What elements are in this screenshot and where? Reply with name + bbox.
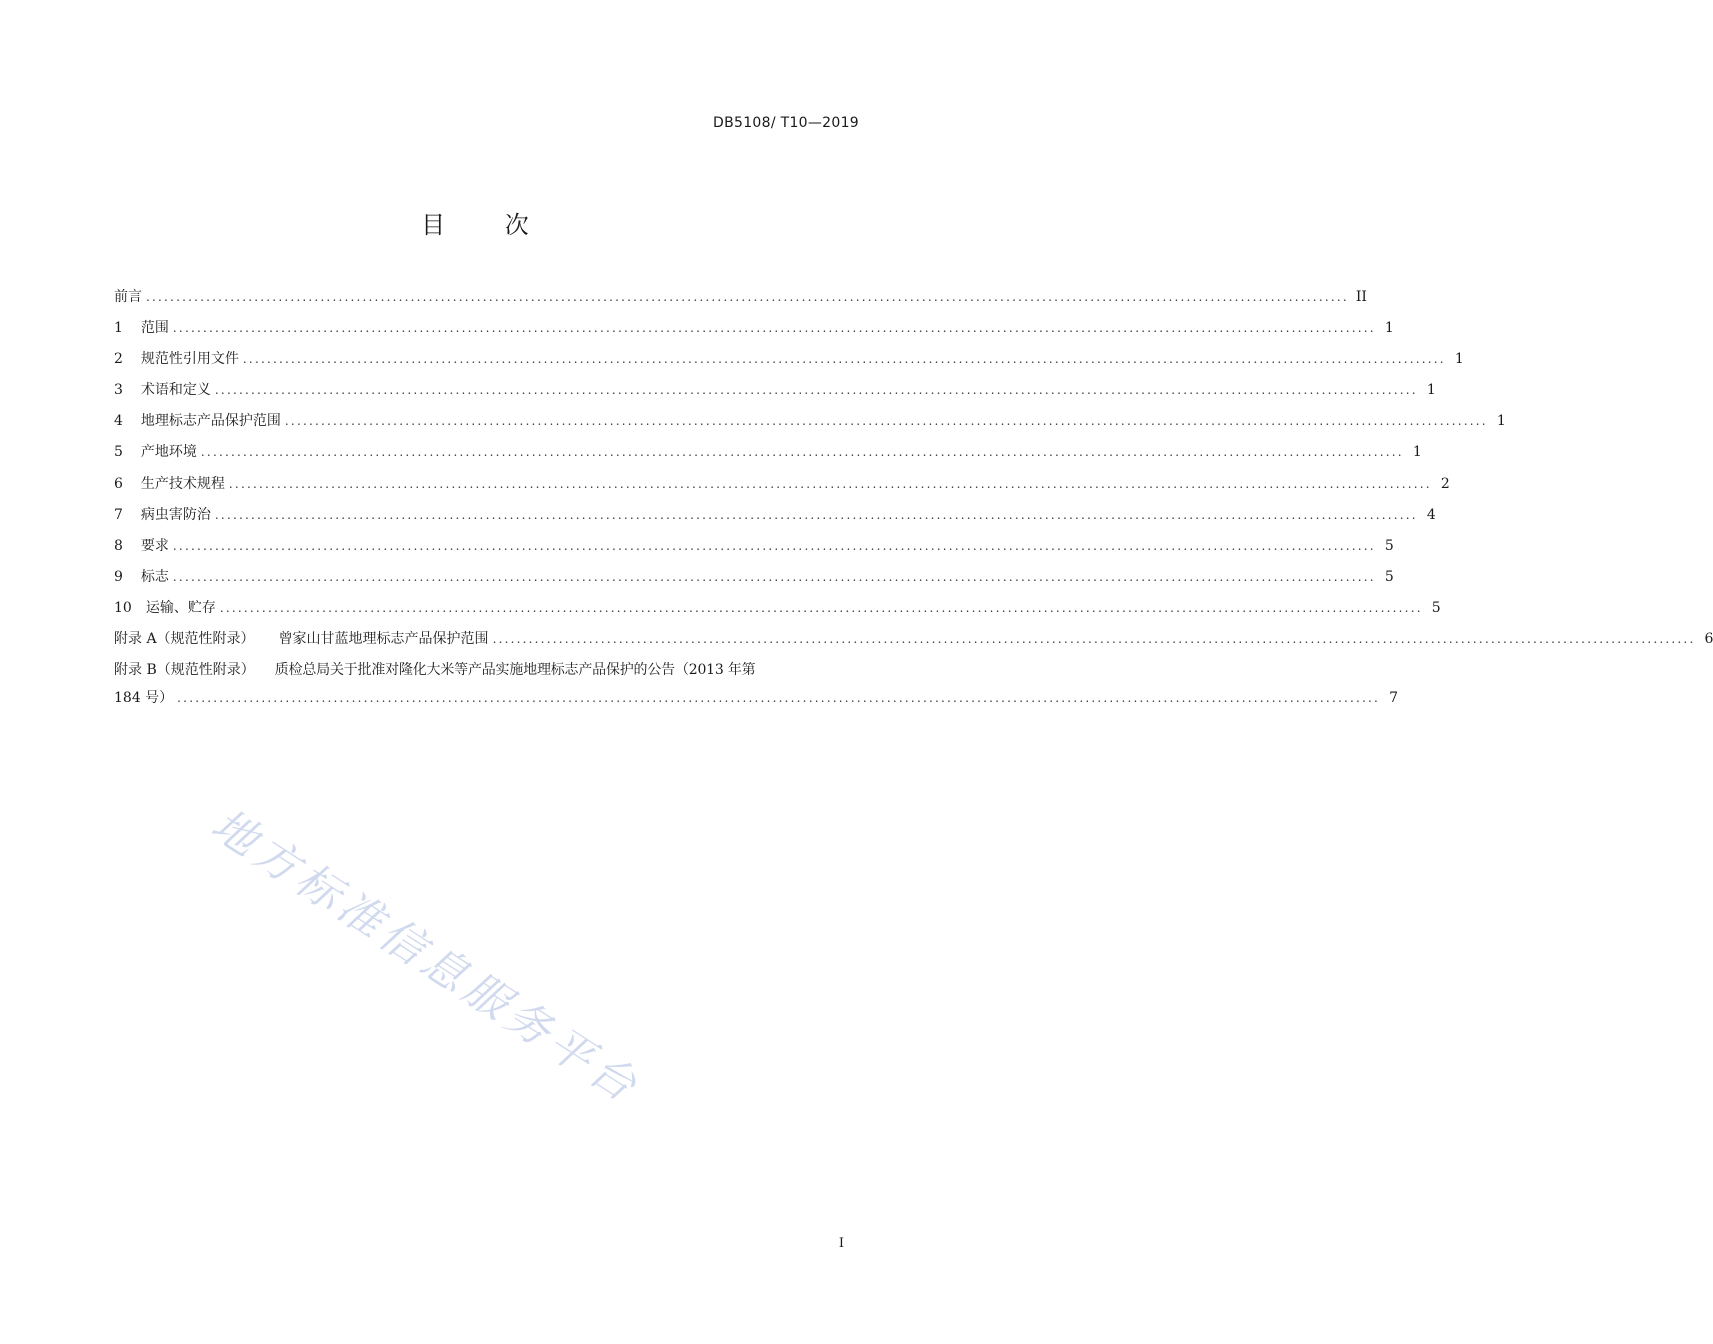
toc-entry-number: 附录 B（规范性附录） <box>114 662 255 679</box>
toc-leader-dots: ........................................................................................................................................................................................................ <box>242 352 1446 367</box>
toc-entry-label: 前言 <box>114 289 142 305</box>
toc-entry-page: 1 <box>1384 320 1394 337</box>
toc-entry-page: 4 <box>1426 506 1436 523</box>
toc-entry-number: 1 <box>114 320 123 337</box>
toc-leader-dots: ........................................................................................................................................................................................................ <box>146 290 1349 304</box>
toc-entry-label-continued: 184 号） <box>114 690 174 707</box>
table-of-contents <box>114 286 1713 718</box>
toc-entry-page: II <box>1355 289 1367 305</box>
toc-entry-label: 标志 <box>140 568 169 585</box>
toc-entry-page: 5 <box>1384 568 1394 585</box>
toc-leader-dots: ........................................................................................................................................................................................................ <box>228 476 1432 491</box>
toc-leader-dots: ........................................................................................................................................................................................................ <box>219 600 1423 615</box>
toc-entry-page: 5 <box>1384 537 1394 554</box>
toc-entry-page: 1 <box>1412 444 1422 461</box>
toc-entry-page: 1 <box>1426 382 1436 399</box>
toc-entry[interactable] <box>114 628 1713 659</box>
toc-entry-page: 1 <box>1496 413 1506 430</box>
standard-code: DB5108/ T10—2019 <box>713 115 859 131</box>
toc-entry-label: 规范性引用文件 <box>140 351 239 368</box>
toc-leader-dots: ........................................................................................................................................................................................................ <box>214 507 1418 522</box>
toc-entry[interactable] <box>114 473 1450 504</box>
toc-entry-page: 6 <box>1704 631 1713 648</box>
toc-entry-label: 病虫害防治 <box>140 506 211 523</box>
toc-entry-number: 9 <box>114 568 123 585</box>
toc-leader-dots: ........................................................................................................................................................................................................ <box>172 538 1376 553</box>
toc-entry[interactable] <box>114 597 1441 628</box>
toc-entry[interactable] <box>114 659 1399 718</box>
toc-entry[interactable] <box>114 410 1506 441</box>
toc-entry[interactable] <box>114 535 1394 566</box>
toc-leader-dots: ........................................................................................................................................................................................................ <box>492 632 1696 647</box>
toc-entry[interactable] <box>114 504 1436 535</box>
toc-entry-page: 7 <box>1389 690 1399 707</box>
toc-entry[interactable] <box>114 348 1464 379</box>
toc-entry-number: 7 <box>114 506 123 523</box>
toc-entry-number: 10 <box>114 599 132 616</box>
toc-entry-label: 产地环境 <box>140 444 197 461</box>
toc-entry-label: 运输、贮存 <box>145 599 216 616</box>
toc-entry-page: 5 <box>1431 599 1441 616</box>
toc-entry-label: 质检总局关于批准对隆化大米等产品实施地理标志产品保护的公告（2013 年第 <box>274 662 756 679</box>
toc-entry-label: 地理标志产品保护范围 <box>140 413 281 430</box>
toc-entry-number: 2 <box>114 351 123 368</box>
toc-entry-label: 范围 <box>140 320 169 337</box>
toc-entry[interactable] <box>114 566 1394 597</box>
toc-entry-page: 2 <box>1440 475 1450 492</box>
toc-entry-number: 5 <box>114 444 123 461</box>
toc-entry-label: 曾家山甘蓝地理标志产品保护范围 <box>278 631 489 648</box>
toc-entry-number: 6 <box>114 475 123 492</box>
page-number: I <box>838 1236 844 1251</box>
toc-leader-dots: ........................................................................................................................................................................................................ <box>172 569 1376 584</box>
toc-entry[interactable] <box>114 379 1436 410</box>
toc-entry[interactable] <box>114 441 1422 472</box>
toc-entry-number: 4 <box>114 413 123 430</box>
toc-entry-label: 要求 <box>140 537 169 554</box>
toc-leader-dots: ........................................................................................................................................................................................................ <box>172 321 1376 336</box>
toc-entry[interactable] <box>114 286 1367 317</box>
toc-entry[interactable] <box>114 317 1394 348</box>
toc-entry-number: 3 <box>114 382 123 399</box>
toc-leader-dots: ........................................................................................................................................................................................................ <box>284 414 1488 429</box>
toc-title: 目 次 <box>421 211 555 239</box>
toc-entry-number: 附录 A（规范性附录） <box>114 631 255 648</box>
toc-entry-label: 术语和定义 <box>140 382 211 399</box>
toc-entry-label: 生产技术规程 <box>140 475 225 492</box>
toc-leader-dots: ........................................................................................................................................................................................................ <box>200 445 1404 460</box>
toc-leader-dots: ........................................................................................................................................................................................................ <box>214 383 1418 398</box>
toc-entry-number: 8 <box>114 537 123 554</box>
toc-leader-dots: ........................................................................................................................................................................................................ <box>177 691 1381 706</box>
watermark: 地方标准信息服务平台 <box>202 799 650 1115</box>
toc-entry-page: 1 <box>1454 351 1464 368</box>
